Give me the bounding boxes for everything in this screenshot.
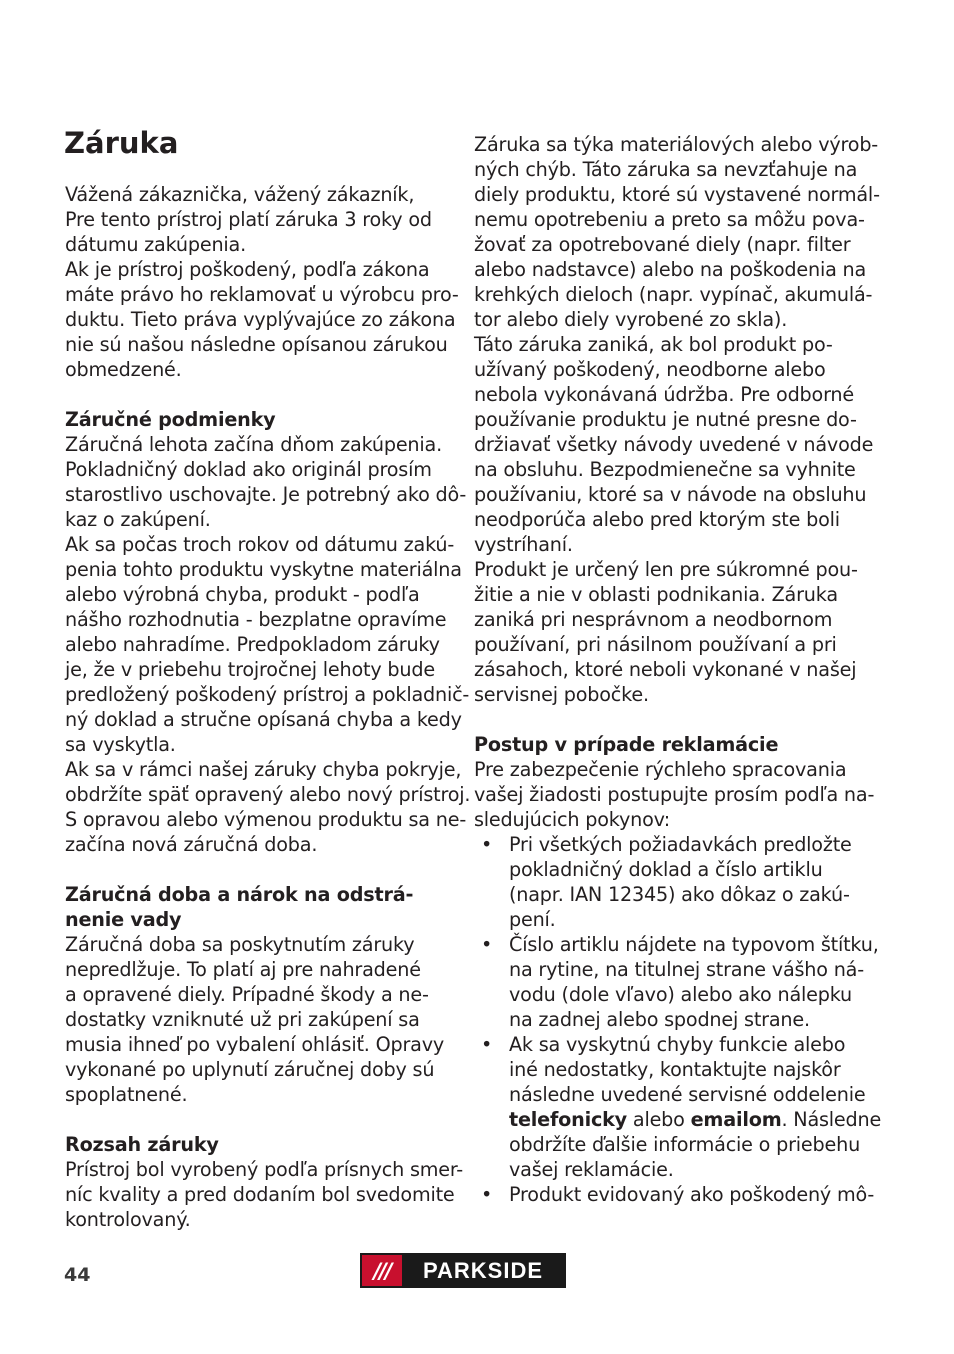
text-line: držiavať všetky návody uvedené v návode [474, 433, 874, 456]
list-item [481, 1182, 875, 1207]
text-line: nášho rozhodnutia - bezplatne opravíme [65, 608, 447, 631]
text-line: sa vyskytla. [65, 733, 176, 756]
text-line: penia tohto produktu vyskytne materiálna [65, 558, 462, 581]
text-line: vašej žiadosti postupujte prosím podľa na- [474, 783, 875, 806]
text-line: a opravené diely. Prípadné škody a ne- [65, 983, 429, 1006]
text-line: níc kvality a pred dodaním bol svedomite [65, 1183, 455, 1206]
text-line: nemu opotrebeniu a preto sa môžu pova- [474, 208, 865, 231]
bold-email: emailom [690, 1108, 782, 1131]
text-line: žitie a nie v oblasti podnikania. Záruka [474, 583, 838, 606]
text-line: používaní, pri násilnom používaní a pri [474, 633, 837, 656]
text-line: krehkých dieloch (napr. vypínač, akumulá- [474, 283, 873, 306]
text-line: vodu (dole vľavo) alebo ako nálepku [509, 983, 853, 1006]
text-line: alebo výrobná chyba, produkt - podľa [65, 583, 420, 606]
section-heading-warranty-scope: Rozsah záruky [65, 1133, 219, 1156]
text-line: Ak sa vyskytnú chyby funkcie alebo [509, 1033, 846, 1056]
text-line: vašej reklamácie. [509, 1158, 674, 1181]
text-line: predložený poškodený prístroj a pokladnič- [65, 683, 470, 706]
text-line: Záručná doba sa poskytnutím záruky [65, 933, 415, 956]
text-line: na obsluhu. Bezpodmienečne sa vyhnite [474, 458, 856, 481]
text-line: kontrolovaný. [65, 1208, 191, 1231]
text-line: vykonané po uplynutí záručnej doby sú [65, 1058, 435, 1081]
text-line: nie sú našou následne opísanou zárukou [65, 333, 448, 356]
text-line: žovať za opotrebované diely (napr. filter [474, 233, 851, 256]
text-line: iné nedostatky, kontaktujte najskôr [509, 1058, 841, 1081]
text-fragment: alebo [626, 1108, 691, 1131]
intro-paragraph [65, 182, 471, 1232]
bullet-icon: • [481, 1183, 493, 1206]
text-line: S opravou alebo výmenou produktu sa ne- [65, 808, 467, 831]
text-line: máte právo ho reklamovať u výrobcu pro- [65, 283, 459, 306]
text-line: Produkt evidovaný ako poškodený mô- [509, 1183, 875, 1206]
bullet-icon: • [481, 1033, 493, 1056]
text-line: alebo nahradíme. Predpokladom záruky [65, 633, 440, 656]
text-line: musia ihneď po vybalení ohlásiť. Opravy [65, 1033, 445, 1056]
text-line: sledujúcich pokynov: [474, 808, 671, 831]
text-line: Ak sa v rámci našej záruky chyba pokryje, [65, 758, 462, 781]
text-line: neodporúča alebo pred ktorým ste boli [474, 508, 840, 531]
text-line: Pre zabezpečenie rýchleho spracovania [474, 758, 847, 781]
text-line: dátumu zakúpenia. [65, 233, 247, 256]
parkside-logo [360, 1253, 566, 1288]
list-item [481, 832, 874, 932]
bold-phone: telefonicky [509, 1108, 627, 1131]
text-line: Číslo artiklu nájdete na typovom štítku, [509, 933, 879, 956]
text-line: alebo nadstavce) alebo na poškodenia na [474, 258, 867, 281]
text-line: pokladničný doklad a číslo artiklu [509, 858, 823, 881]
right-content [474, 132, 882, 1207]
text-line: nepredlžuje. To platí aj pre nahradené [65, 958, 421, 981]
text-line: následne uvedené servisné oddelenie [509, 1083, 866, 1106]
text-line: Záruka sa týka materiálových alebo výrob- [474, 133, 879, 156]
text-line: Táto záruka zaniká, ak bol produkt po- [474, 333, 833, 356]
text-line: diely produktu, ktoré sú vystavené normál- [474, 183, 880, 206]
text-line: (napr. IAN 12345) ako dôkaz o zakú- [509, 883, 850, 906]
section-heading-claim-procedure: Postup v prípade reklamácie [474, 733, 779, 756]
text-line: používaniu, ktoré sa v návode na obsluhu [474, 483, 867, 506]
text-line: servisnej pobočke. [474, 683, 649, 706]
section-heading-warranty-conditions: Záručné podmienky [65, 408, 276, 431]
text-line: začína nová záručná doba. [65, 833, 318, 856]
text-line: vystríhaní. [474, 533, 573, 556]
text-line: zásahoch, ktoré neboli vykonané v našej [474, 658, 857, 681]
text-fragment: . Následne [781, 1108, 882, 1131]
bullet-icon: • [481, 933, 493, 956]
text-line: Produkt je určený len pre súkromné pou- [474, 558, 858, 581]
bullet-icon: • [481, 833, 493, 856]
text-line: nebola vykonávaná údržba. Pre odborné [474, 383, 854, 406]
text-line: pení. [509, 908, 556, 931]
text-line: Ak sa počas troch rokov od dátumu zakú- [65, 533, 455, 556]
text-line: ný doklad a stručne opísaná chyba a kedy [65, 708, 462, 731]
page-number: 44 [64, 1264, 91, 1286]
text-line: je, že v priebehu trojročnej lehoty bude [65, 658, 435, 681]
logo-brand-text: PARKSIDE [402, 1255, 564, 1286]
text-line: Prístroj bol vyrobený podľa prísnych smer- [65, 1158, 464, 1181]
text-line: obmedzené. [65, 358, 182, 381]
section-heading-warranty-period: Záručná doba a nárok na odstrá- [65, 883, 414, 906]
list-item [481, 1032, 882, 1182]
text-line: Záručná lehota začína dňom zakúpenia. [65, 433, 442, 456]
logo-slashes-icon: /// [373, 1258, 391, 1283]
page-title: Záruka [64, 126, 179, 160]
text-line: Vážená zákaznička, vážený zákazník, [65, 183, 415, 206]
text-line: na zadnej alebo spodnej strane. [509, 1008, 810, 1031]
text-line: kaz o zakúpení. [65, 508, 211, 531]
bullet-list [474, 832, 882, 1207]
text-line: užívaný poškodený, neodborne alebo [474, 358, 826, 381]
text-line: spoplatnené. [65, 1083, 188, 1106]
text-line: Pri všetkých požiadavkách predložte [509, 833, 852, 856]
text-line: dostatky vzniknuté už pri zakúpení sa [65, 1008, 420, 1031]
text-line: ných chýb. Táto záruka sa nevzťahuje na [474, 158, 858, 181]
text-line [509, 1107, 882, 1132]
text-line: tor alebo diely vyrobené zo skla). [474, 308, 788, 331]
text-line: používanie produktu je nutné presne do- [474, 408, 857, 431]
text-line: duktu. Tieto práva vyplývajúce zo zákona [65, 308, 456, 331]
text-line: Pre tento prístroj platí záruka 3 roky od [65, 208, 432, 231]
text-line: Ak je prístroj poškodený, podľa zákona [65, 258, 430, 281]
text-line: obdržíte ďalšie informácie o priebehu [509, 1133, 861, 1156]
text-line: Pokladničný doklad ako originál prosím [65, 458, 432, 481]
section-heading-warranty-period: nenie vady [65, 908, 182, 931]
text-line: zaniká pri nesprávnom a neodbornom [474, 608, 833, 631]
list-item [481, 932, 879, 1032]
text-line: starostlivo uschovajte. Je potrebný ako dô- [65, 483, 467, 506]
text-line: na rytine, na titulnej strane vášho ná- [509, 958, 864, 981]
text-line: obdržíte späť opravený alebo nový prístroj. [65, 783, 471, 806]
